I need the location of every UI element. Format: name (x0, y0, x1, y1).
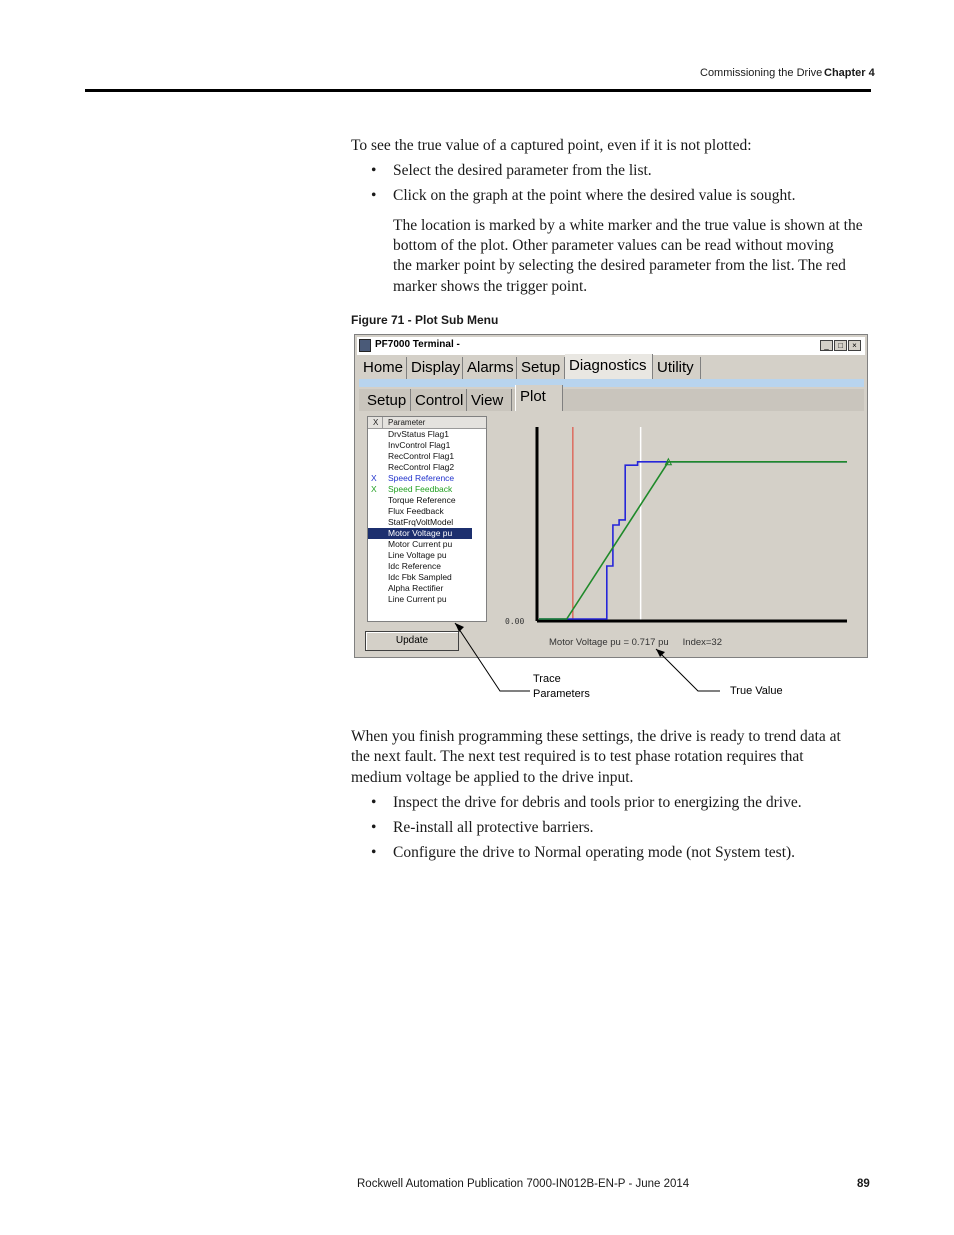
tab-utility[interactable]: Utility (653, 357, 701, 379)
bullet-item: • Re-install all protective barriers. (371, 819, 594, 836)
bullet-item: • Select the desired parameter from the list. (371, 162, 652, 179)
true-value-text: Motor Voltage pu = 0.717 pu (549, 637, 669, 648)
parameter-row[interactable]: StatFrqVoltModel (388, 517, 454, 527)
bullet-item: • Configure the drive to Normal operating mode (not System test). (371, 844, 796, 861)
subtab-plot[interactable]: Plot (515, 385, 563, 411)
window-titlebar (357, 337, 865, 355)
tab-display[interactable]: Display (407, 357, 463, 379)
running-header-section: Commissioning the Drive (700, 67, 823, 79)
sub-tab-bar (359, 389, 864, 411)
subtab-view[interactable]: View (467, 389, 512, 411)
update-button[interactable]: Update (365, 631, 459, 651)
parameter-row-selected[interactable]: Motor Voltage pu (368, 528, 472, 539)
minimize-button[interactable]: _ (820, 340, 833, 351)
bullet-text: Re-install all protective barriers. (393, 819, 594, 836)
text-line: medium voltage be applied to the drive input. (351, 769, 634, 786)
parameter-row[interactable]: Idc Fbk Sampled (388, 572, 452, 582)
bullet-item: • Click on the graph at the point where the desired value is sought. (371, 187, 796, 204)
bullet-text: Select the desired parameter from the list. (393, 162, 652, 179)
callout-lines (450, 615, 730, 700)
running-header-chapter: Chapter 4 (824, 67, 875, 79)
maximize-button[interactable]: □ (834, 340, 847, 351)
callout-trace-line2: Parameters (533, 688, 590, 700)
parameter-row[interactable]: RecControl Flag2 (388, 462, 455, 472)
callout-true-value: True Value (730, 685, 783, 697)
parameter-row[interactable]: Alpha Rectifier (388, 583, 444, 593)
series-line-speed-feedback (539, 462, 847, 619)
parameter-row[interactable]: Idc Reference (388, 561, 441, 571)
parameter-row[interactable]: Motor Current pu (388, 539, 453, 549)
app-icon (359, 339, 371, 352)
index-readout: Index=32 (682, 637, 722, 648)
column-header-parameter[interactable]: Parameter (388, 418, 426, 427)
page-number: 89 (857, 1178, 870, 1190)
tab-band (359, 379, 864, 387)
text-line: the marker point by selecting the desired parameter from the list. The red (393, 257, 846, 274)
bullet-text: Click on the graph at the point where the desired value is sought. (393, 187, 796, 204)
window-title: PF7000 Terminal - (375, 339, 460, 350)
footer-publication: Rockwell Automation Publication 7000-IN012B-EN-P - June 2014 (357, 1178, 690, 1190)
bullet-text: Configure the drive to Normal operating mode (not System test). (393, 844, 796, 861)
parameter-row[interactable]: Line Current pu (388, 594, 447, 604)
parameter-row[interactable]: Line Voltage pu (388, 550, 447, 560)
tab-home[interactable]: Home (359, 357, 407, 379)
main-tab-bar (359, 357, 864, 379)
text-line: marker shows the trigger point. (393, 278, 588, 295)
parameter-row[interactable]: Flux Feedback (388, 506, 444, 516)
header-rule (85, 89, 871, 92)
series-line-speed-reference (539, 462, 847, 619)
parameter-row[interactable]: RecControl Flag1 (388, 451, 455, 461)
trend-plot[interactable] (529, 425, 857, 627)
bullet-text: Inspect the drive for debris and tools prior to energizing the drive. (393, 794, 802, 811)
tab-diagnostics[interactable]: Diagnostics (565, 354, 653, 379)
parameter-row[interactable]: X Speed Reference (371, 473, 455, 483)
parameter-row[interactable]: DrvStatus Flag1 (388, 429, 449, 439)
subtab-control[interactable]: Control (411, 389, 467, 411)
subtab-setup[interactable]: Setup (363, 389, 411, 411)
bullet-item: • Inspect the drive for debris and tools prior to energizing the drive. (371, 794, 802, 811)
tab-setup[interactable]: Setup (517, 357, 565, 379)
intro-paragraph: To see the true value of a captured point, even if it is not plotted: (351, 137, 752, 154)
parameter-row[interactable]: Torque Reference (388, 495, 456, 505)
tab-alarms[interactable]: Alarms (463, 357, 517, 379)
parameter-row[interactable]: X Speed Feedback (371, 484, 453, 494)
text-line: the next fault. The next test required is to test phase rotation requires that (351, 748, 804, 765)
list-header (368, 417, 486, 429)
callout-trace-line1: Trace (533, 673, 561, 685)
column-header-x[interactable]: X (373, 418, 379, 427)
y-axis-zero-label: 0.00 (505, 617, 525, 626)
text-line: bottom of the plot. Other parameter values can be read without moving (393, 237, 834, 254)
figure-caption: Figure 71 - Plot Sub Menu (351, 313, 499, 327)
text-line: When you finish programming these settings, the drive is ready to trend data at (351, 728, 841, 745)
pf7000-terminal-window (354, 334, 868, 658)
parameter-row[interactable]: InvControl Flag1 (388, 440, 451, 450)
close-button[interactable]: × (848, 340, 861, 351)
text-line: The location is marked by a white marker and the true value is shown at the (393, 217, 863, 234)
parameter-list[interactable] (367, 416, 487, 622)
